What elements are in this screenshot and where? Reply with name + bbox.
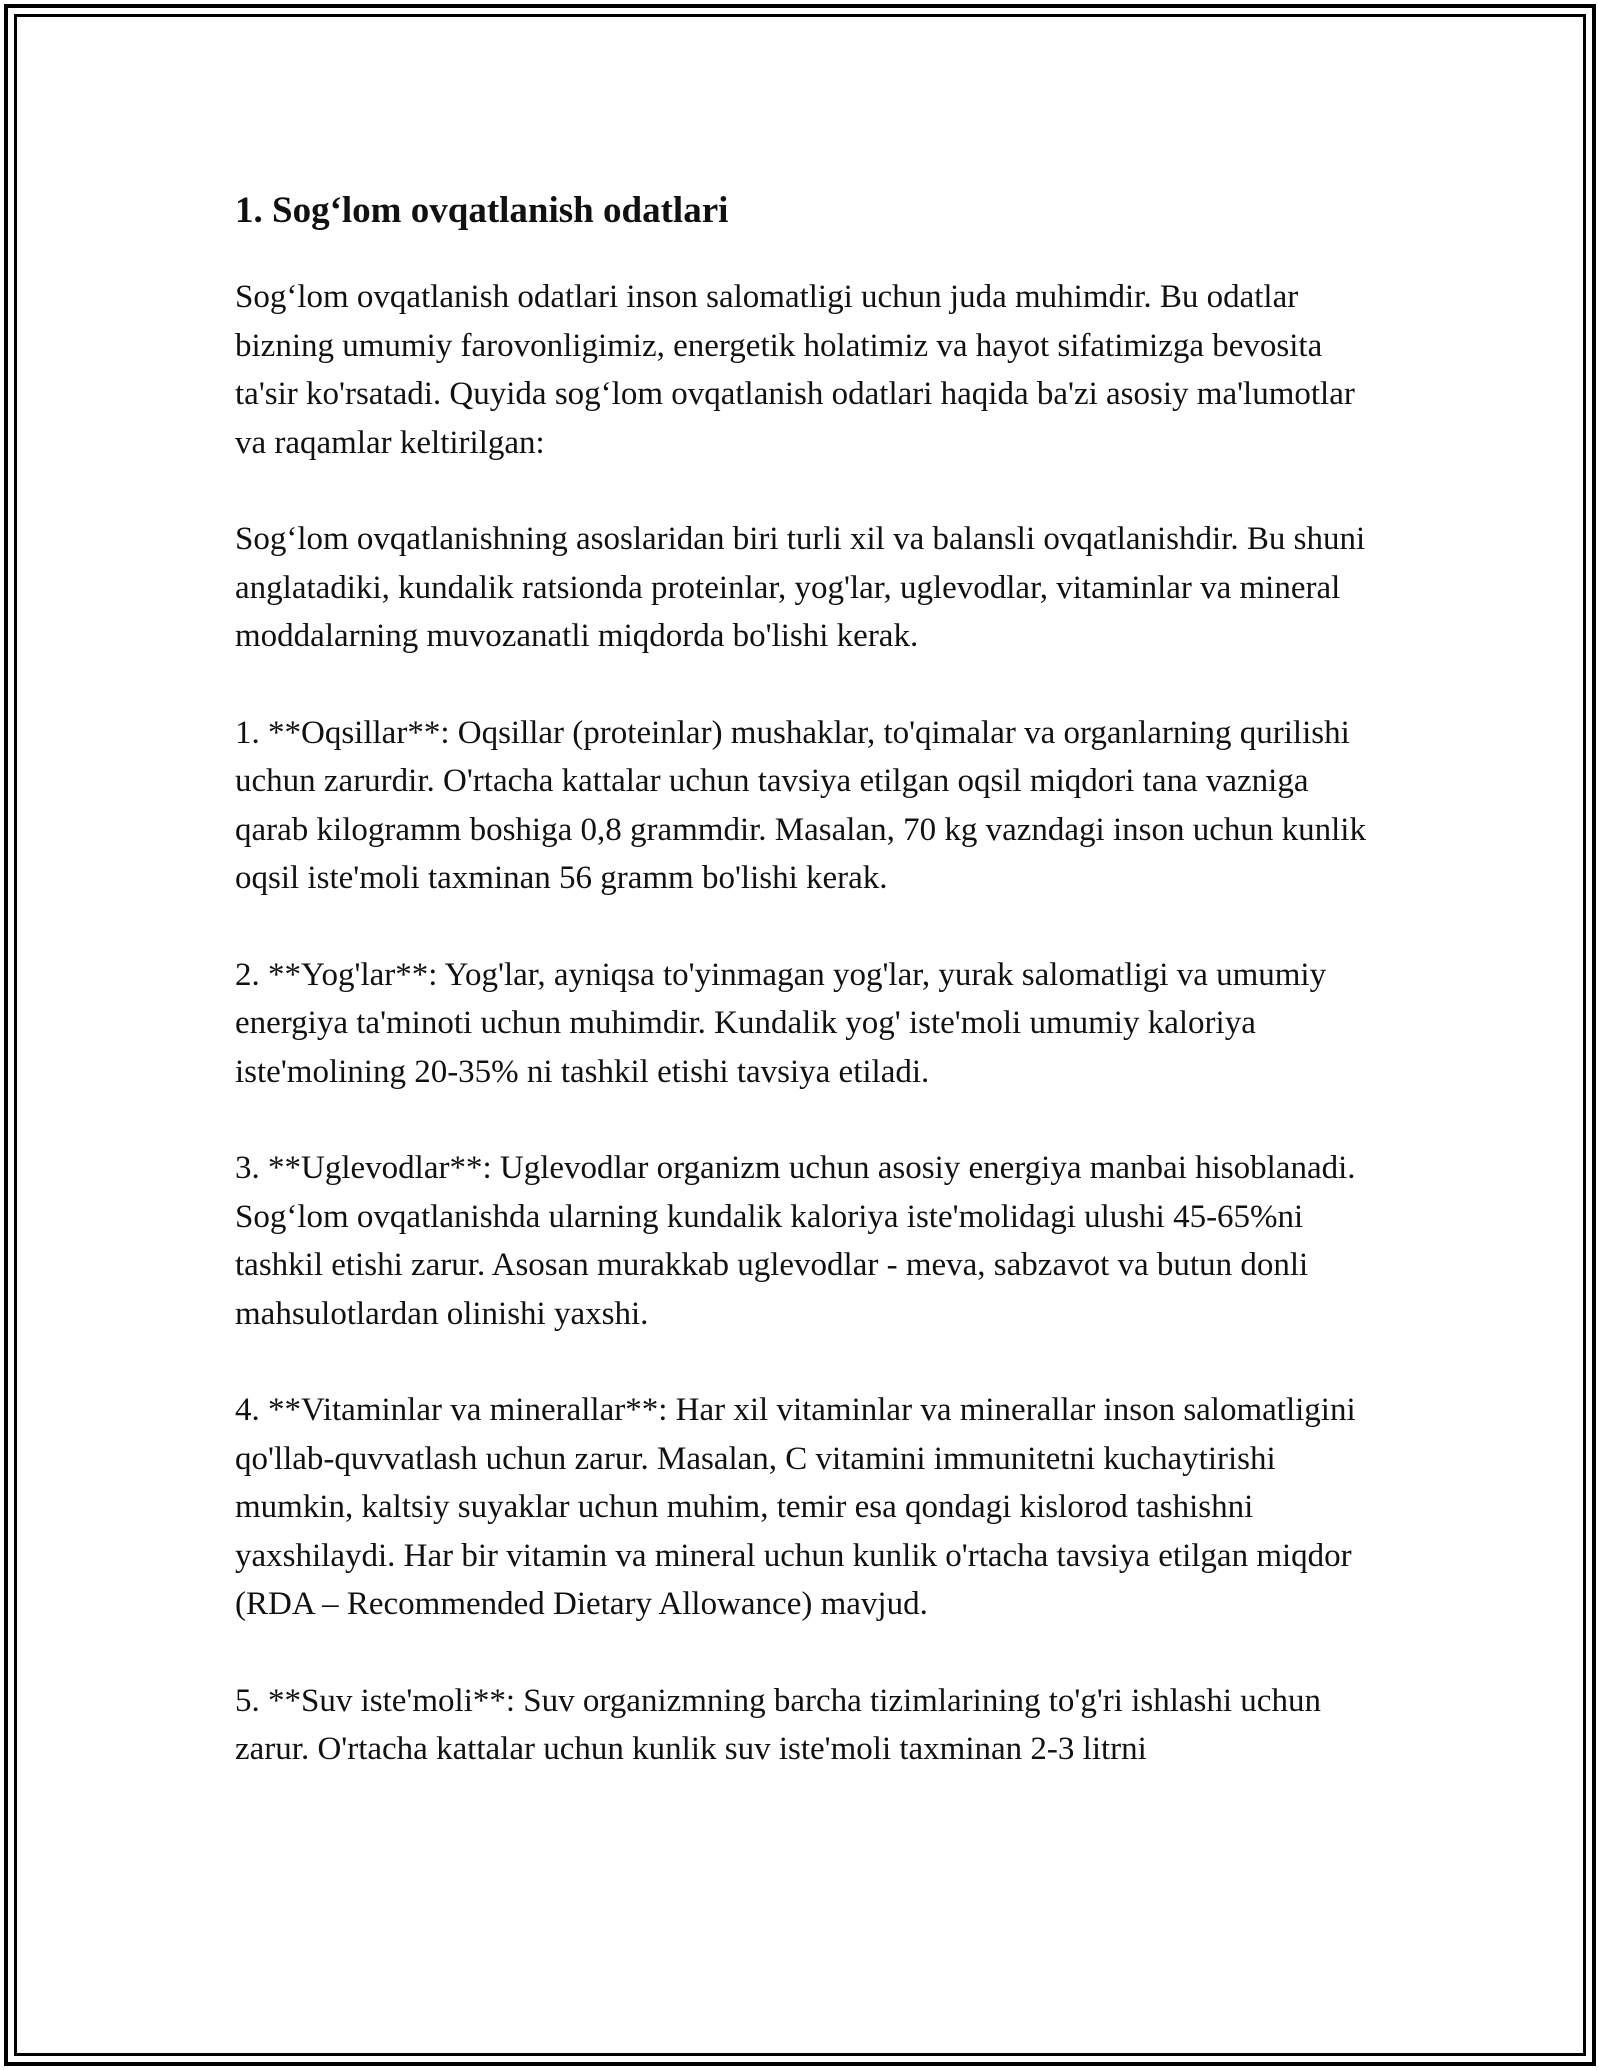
list-item-carbohydrates: 3. **Uglevodlar**: Uglevodlar organizm uchun asosiy energiya manbai hisoblanadi. Sog‘lom ovqatlanishda ularning kundalik kaloriya iste'molidagi ulushi 45-65%ni tashkil etishi zarur. Asosan murakkab uglevodlar - meva, sabzavot va butun donli mahsulotlardan olinishi yaxshi. — [235, 1150, 1356, 1332]
list-item-fats: 2. **Yog'lar**: Yog'lar, ayniqsa to'yinmagan yog'lar, yurak salomatligi va umumiy energiya ta'minoti uchun muhimdir. Kundalik yog' iste'moli umumiy kaloriya iste'molining 20-35% ni tashkil etishi tavsiya etiladi. — [235, 956, 1327, 1090]
balanced-diet-paragraph: Sog‘lom ovqatlanishning asoslaridan biri turli xil va balansli ovqatlanishdir. Bu shuni anglatadiki, kundalik ratsionda proteinlar, yog'lar, uglevodlar, vitaminlar va mineral moddalarning muvozanatli miqdorda bo'lishi kerak. — [235, 521, 1366, 654]
document-body — [235, 185, 1385, 1822]
document-title: 1. Sog‘lom ovqatlanish odatlari — [235, 190, 729, 231]
list-item-vitamins-minerals: 4. **Vitaminlar va minerallar**: Har xil vitaminlar va minerallar inson salomatligini qo'llab-quvvatlash uchun zarur. Masalan, C vitamini immunitetni kuchaytirishi mumkin, kaltsiy suyaklar uchun muhim, temir esa qondagi kislorod tashishni yaxshilaydi. Har bir vitamin va mineral uchun kunlik o'rtacha tavsiya etilgan miqdor (RDA – Recommended Dietary Allowance) mavjud. — [235, 1392, 1356, 1622]
intro-paragraph: Sog‘lom ovqatlanish odatlari inson salomatligi uchun juda muhimdir. Bu odatlar bizning umumiy farovonligimiz, energetik holatimiz va hayot sifatimizga bevosita ta'sir ko'rsatadi. Quyida sog‘lom ovqatlanish odatlari haqida ba'zi asosiy ma'lumotlar va raqamlar keltirilgan: — [235, 279, 1355, 461]
list-item-water: 5. **Suv iste'moli**: Suv organizmning barcha tizimlarining to'g'ri ishlashi uchun zarur. O'rtacha kattalar uchun kunlik suv iste'moli taxminan 2-3 litrni — [235, 1682, 1321, 1767]
list-item-proteins: 1. **Oqsillar**: Oqsillar (proteinlar) mushaklar, to'qimalar va organlarning qurilishi uchun zarurdir. O'rtacha kattalar uchun tavsiya etilgan oqsil miqdori tana vazniga qarab kilogramm boshiga 0,8 grammdir. Masalan, 70 kg vazndagi inson uchun kunlik oqsil iste'moli taxminan 56 gramm bo'lishi kerak. — [235, 714, 1366, 896]
